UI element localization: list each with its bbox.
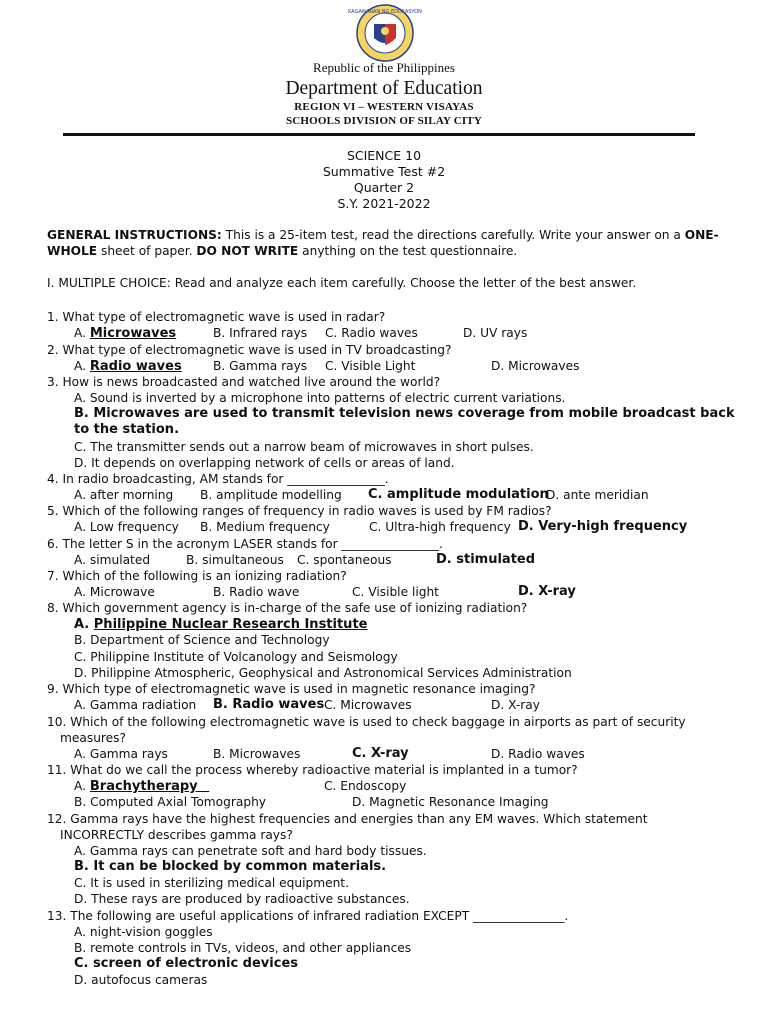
region-line: REGION VI – WESTERN VISAYAS — [294, 101, 474, 113]
question-7: 7. Which of the following is an ionizing radiation? — [47, 569, 347, 583]
question-13: 13. The following are useful applications of infrared radiation EXCEPT _______________. — [47, 909, 569, 923]
q12-option-a: A. Gamma rays can penetrate soft and hard body tissues. — [74, 844, 427, 858]
general-instructions — [47, 227, 727, 259]
q13-option-c: C. screen of electronic devices — [74, 956, 298, 971]
q7-option-d: D. X-ray — [518, 584, 576, 599]
seal-text: KAGAWARAN NG EDUKASYON — [348, 9, 422, 15]
q6-option-b: B. simultaneous — [186, 553, 284, 567]
q11-option-c: C. Endoscopy — [324, 779, 407, 793]
q8-option-c: C. Philippine Institute of Volcanology and Seismology — [74, 650, 398, 664]
q4-option-b: B. amplitude modelling — [200, 488, 342, 502]
q3-option-b: B. Microwaves are used to transmit television news coverage from mobile broadcast back — [74, 406, 735, 421]
q7-option-b: B. Radio wave — [213, 585, 300, 599]
question-10: 10. Which of the following electromagnetic wave is used to check baggage in airports as part of security — [47, 715, 686, 729]
q9-option-a: A. Gamma radiation — [74, 698, 197, 712]
q12-option-d: D. These rays are produced by radioactive substances. — [74, 892, 410, 906]
q2-option-b: B. Gamma rays — [213, 359, 308, 373]
q4-option-c: C. amplitude modulation — [368, 487, 549, 502]
q5-option-a: A. Low frequency — [74, 520, 179, 534]
q5-option-b: B. Medium frequency — [200, 520, 330, 534]
quarter-label: Quarter 2 — [353, 180, 415, 195]
q3-option-d: D. It depends on overlapping network of cells or areas of land. — [74, 456, 455, 470]
question-4: 4. In radio broadcasting, AM stands for ________________. — [47, 472, 389, 486]
q7-option-c: C. Visible light — [352, 585, 439, 599]
q13-option-a: A. night-vision goggles — [74, 925, 213, 939]
header-divider — [63, 133, 695, 136]
q7-option-a: A. Microwave — [74, 585, 155, 599]
question-1: 1. What type of electromagnetic wave is used in radar? — [47, 310, 386, 324]
q11-option-a: A. Brachytherapy — [74, 779, 198, 794]
q10-option-a: A. Gamma rays — [74, 747, 168, 761]
question-3: 3. How is news broadcasted and watched live around the world? — [47, 375, 441, 389]
section-label: I. MULTIPLE CHOICE — [47, 276, 167, 290]
q5-option-c: C. Ultra-high frequency — [369, 520, 511, 534]
q4-option-a: A. after morning — [74, 488, 174, 502]
division-line: SCHOOLS DIVISION OF SILAY CITY — [285, 115, 483, 127]
q10-option-d: D. Radio waves — [491, 747, 585, 761]
q13-option-d: D. autofocus cameras — [74, 973, 208, 987]
q2-option-d: D. Microwaves — [491, 359, 580, 373]
q11-option-d: D. Magnetic Resonance Imaging — [352, 795, 549, 809]
q6-option-a: A. simulated — [74, 553, 151, 567]
q12-option-b: B. It can be blocked by common materials. — [74, 859, 387, 874]
school-year: S.Y. 2021-2022 — [337, 196, 431, 211]
question-12-cont: INCORRECTLY describes gamma rays? — [60, 828, 293, 842]
question-2: 2. What type of electromagnetic wave is used in TV broadcasting? — [47, 343, 452, 357]
q2-option-a: A. Radio waves — [74, 359, 182, 374]
q11-option-b: B. Computed Axial Tomography — [74, 795, 267, 809]
q5-option-d: D. Very-high frequency — [518, 519, 688, 534]
subject-title: SCIENCE 10 — [346, 148, 422, 163]
q13-option-b: B. remote controls in TVs, videos, and other appliances — [74, 941, 412, 955]
q3-option-a: A. Sound is inverted by a microphone into patterns of electric current variations. — [74, 391, 566, 405]
q9-option-b: B. Radio waves — [213, 697, 325, 712]
q1-option-c: C. Radio waves — [325, 326, 418, 340]
instructions-emphasis-1: ONE-WHOLE — [47, 228, 719, 258]
question-9: 9. Which type of electromagnetic wave is used in magnetic resonance imaging? — [47, 682, 536, 696]
q3-option-c: C. The transmitter sends out a narrow beam of microwaves in short pulses. — [74, 440, 534, 454]
q10-option-c: C. X-ray — [352, 746, 409, 761]
q6-option-c: C. spontaneous — [297, 553, 392, 567]
republic-line: Republic of the Philippines — [313, 60, 455, 75]
question-8: 8. Which government agency is in-charge of the safe use of ionizing radiation? — [47, 601, 528, 615]
question-12: 12. Gamma rays have the highest frequencies and energies than any EM waves. Which statement — [47, 812, 648, 826]
question-11: 11. What do we call the process whereby radioactive material is implanted in a tumor? — [47, 763, 578, 777]
instructions-text-3: anything on the test questionnaire. — [298, 244, 518, 258]
department-title: Department of Education — [285, 78, 483, 99]
q1-option-d: D. UV rays — [463, 326, 528, 340]
q2-option-c: C. Visible Light — [325, 359, 416, 373]
q6-option-d: D. stimulated — [436, 552, 536, 567]
q4-option-d: D. ante meridian — [546, 488, 649, 502]
section-heading — [47, 276, 727, 290]
question-5: 5. Which of the following ranges of frequency in radio waves is used by FM radios? — [47, 504, 552, 518]
instructions-text-2: sheet of paper. — [97, 244, 197, 258]
q9-option-c: C. Microwaves — [324, 698, 412, 712]
q1-option-b: B. Infrared rays — [213, 326, 308, 340]
deped-seal-icon — [348, 4, 422, 62]
q9-option-d: D. X-ray — [491, 698, 540, 712]
instructions-text-1: This is a 25-item test, read the directions carefully. Write your answer on a — [221, 228, 685, 242]
q8-option-a: A. Philippine Nuclear Research Institute — [74, 617, 368, 632]
q8-option-d: D. Philippine Atmospheric, Geophysical and Astronomical Services Administration — [74, 666, 572, 680]
question-10-cont: measures? — [60, 731, 126, 745]
question-6: 6. The letter S in the acronym LASER stands for ________________. — [47, 537, 443, 551]
section-text: : Read and analyze each item carefully. Choose the letter of the best answer. — [166, 276, 637, 290]
q1-option-a: A. Microwaves — [74, 326, 177, 341]
q12-option-c: C. It is used in sterilizing medical equipment. — [74, 876, 349, 890]
instructions-label: GENERAL INSTRUCTIONS: — [47, 228, 222, 242]
instructions-emphasis-2: DO NOT WRITE — [196, 244, 299, 258]
q8-option-b: B. Department of Science and Technology — [74, 633, 330, 647]
q3-option-b-cont: to the station. — [74, 422, 180, 437]
test-name: Summative Test #2 — [322, 164, 446, 179]
q10-option-b: B. Microwaves — [213, 747, 301, 761]
